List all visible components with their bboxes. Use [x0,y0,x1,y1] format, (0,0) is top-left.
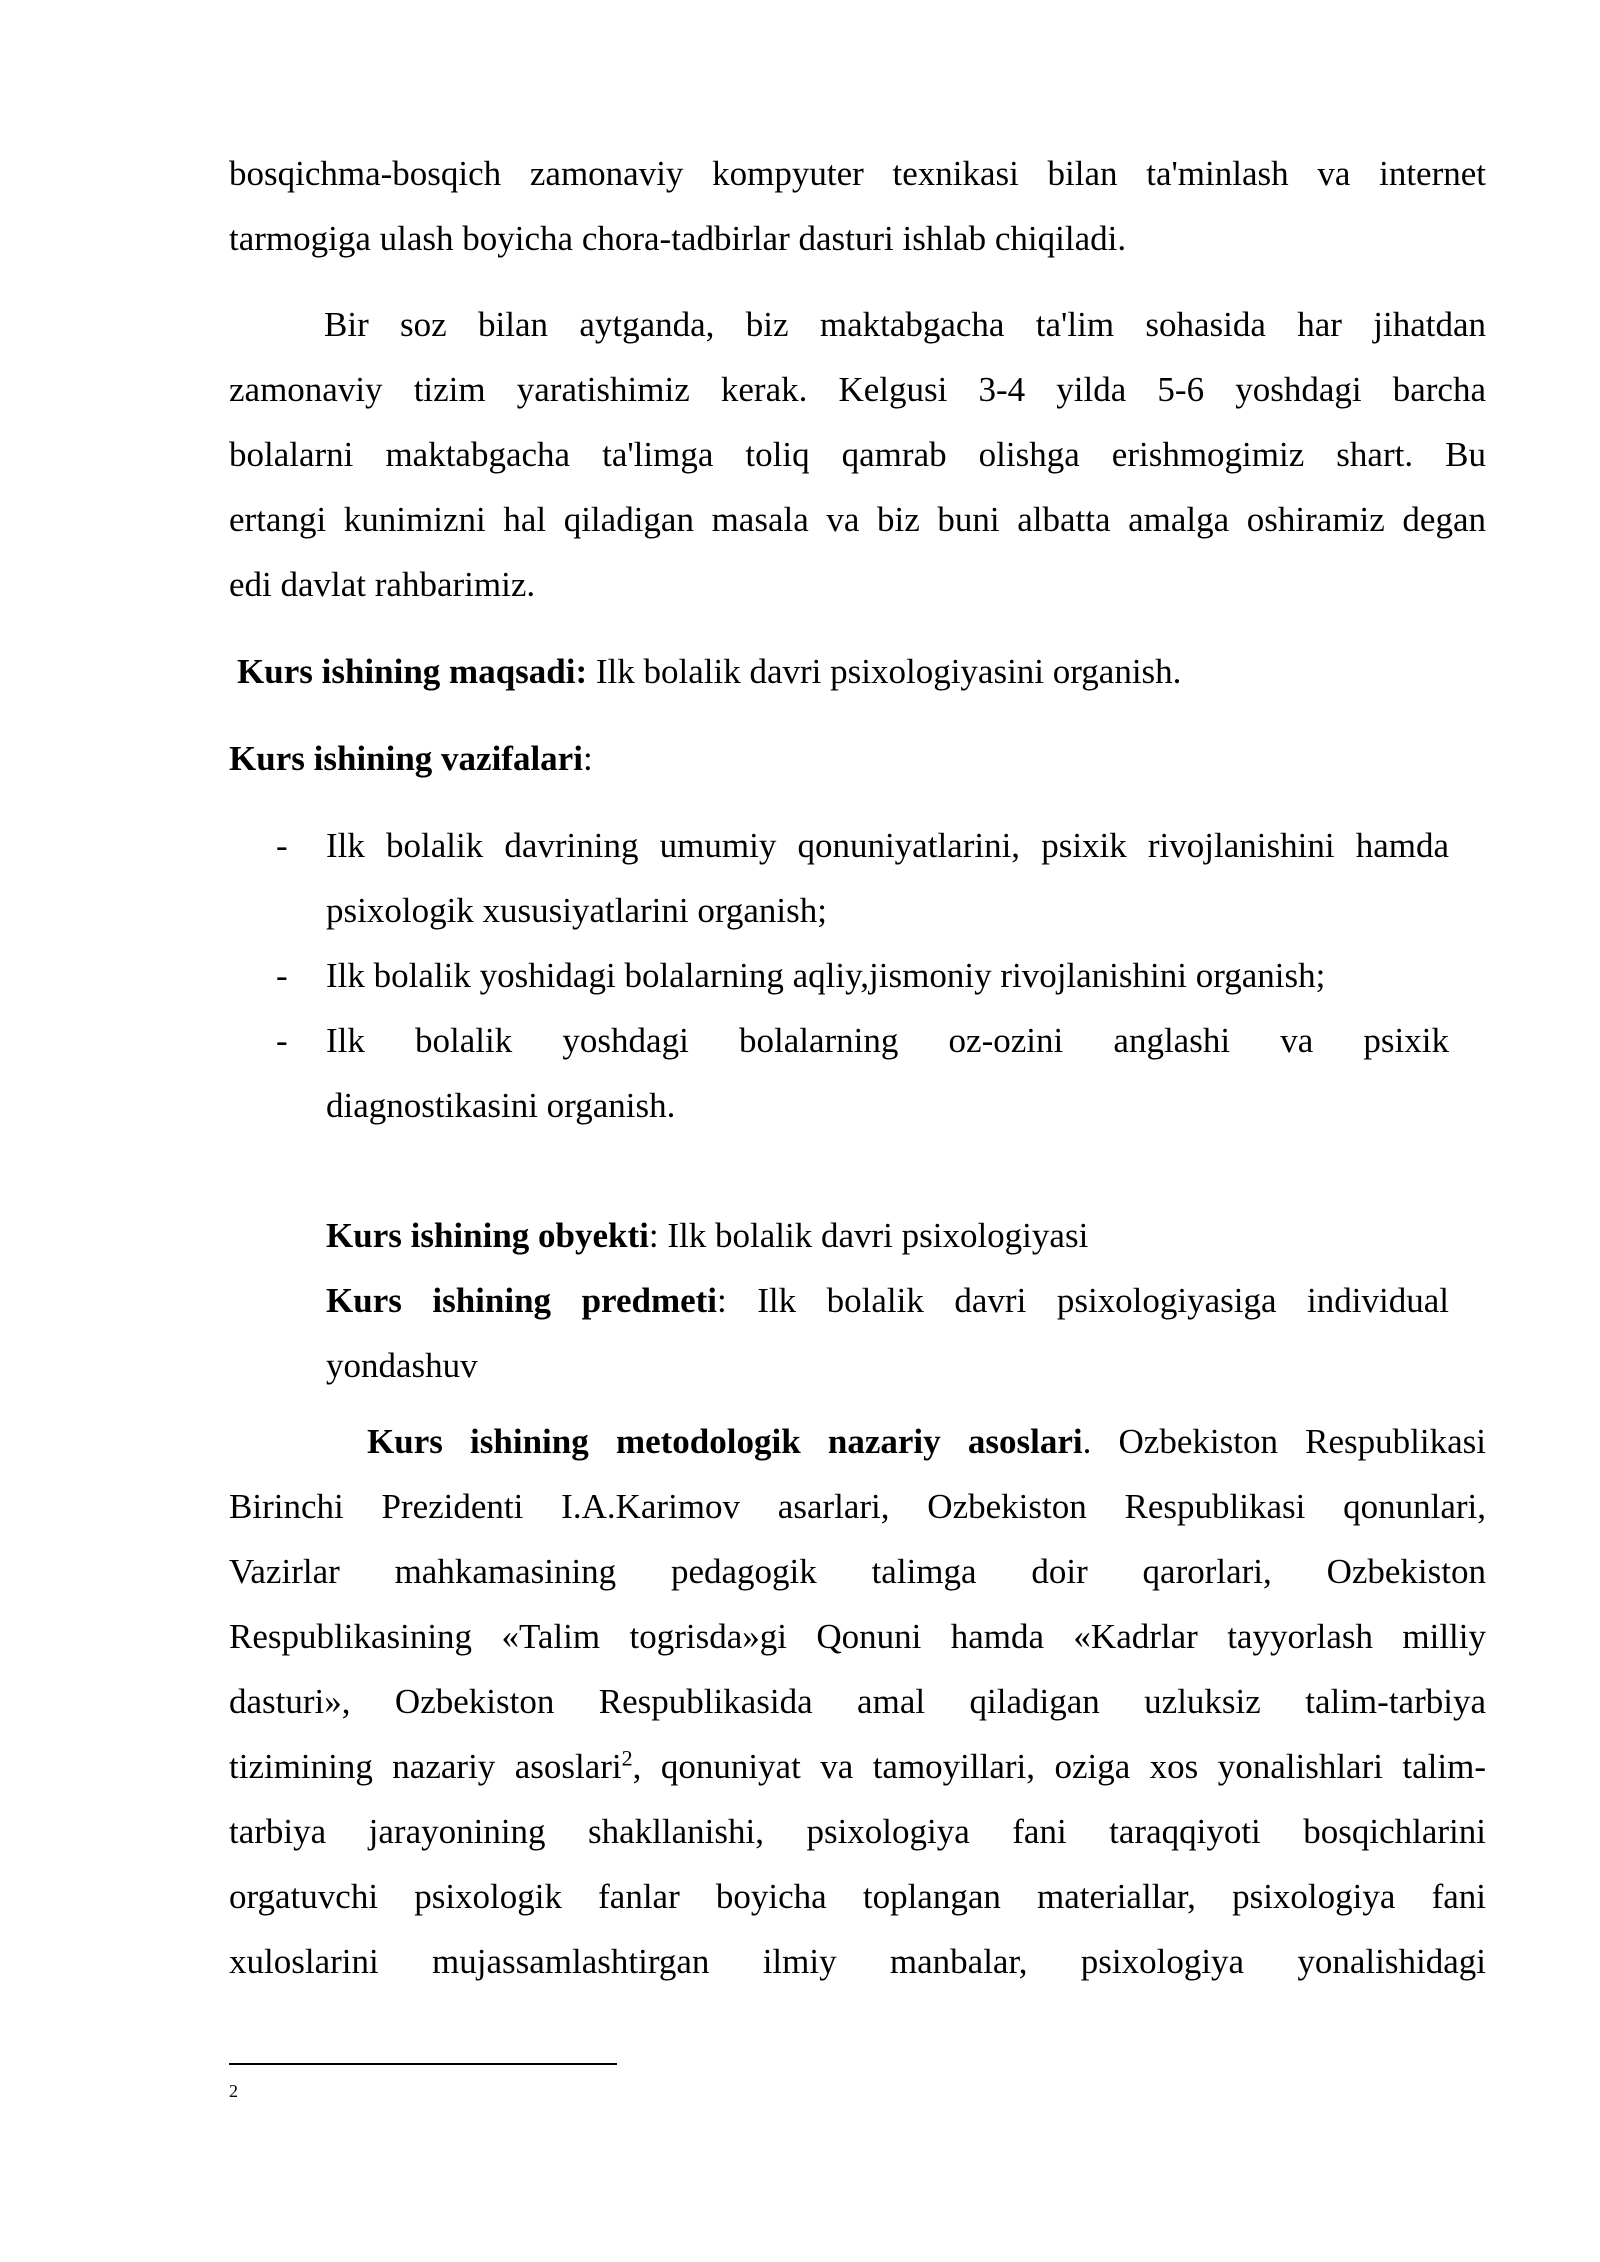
paragraph-2-line-3: bolalarni maktabgacha ta'limga toliq qamrab olishga erishmogimiz shart. Bu [229,435,1486,474]
method-line-8: orgatuvchi psixologik fanlar boyicha toplangan materiallar, psixologiya fani [229,1877,1486,1916]
method-line-2: Birinchi Prezidenti I.A.Karimov asarlari, Ozbekiston Respublikasi qonunlari, [229,1487,1486,1526]
task-3-line-1: Ilk bolalik yoshdagi bolalarning oz-ozini anglashi va psixik [326,1021,1449,1060]
goal-paragraph [237,639,1494,704]
dash-bullet: - [276,1021,288,1060]
method-line-7: tarbiya jarayonining shakllanishi, psixologiya fani taraqqiyoti bosqichlarini [229,1812,1486,1851]
goal-text: Ilk bolalik davri psixologiyasini organish. [587,652,1182,691]
task-2-line-1: Ilk bolalik yoshidagi bolalarning aqliy,jismoniy rivojlanishini organish; [326,956,1326,995]
subject-paragraph [326,1268,1449,1398]
paragraph-1 [229,141,1486,271]
method-line-9: xuloslarini mujassamlashtirgan ilmiy manbalar, psixologiya yonalishidagi [229,1942,1486,1981]
goal-label: Kurs ishining maqsadi: [237,652,588,691]
method-label: Kurs ishining metodologik nazariy asoslari [367,1422,1083,1461]
paragraph-2-line-5: edi davlat rahbarimiz. [229,565,536,604]
paragraph-2-line-1: Bir soz bilan aytganda, biz maktabgacha ta'lim sohasida har jihatdan [324,305,1486,344]
list-item [229,943,1449,1008]
tasks-heading [229,726,1486,791]
paragraph-1-line-1: bosqichma-bosqich zamonaviy kompyuter texnikasi bilan ta'minlash va internet [229,154,1486,193]
object-paragraph [326,1203,1449,1268]
subject-line-2: yondashuv [326,1346,478,1385]
method-line-3: Vazirlar mahkamasining pedagogik talimga doir qarorlari, Ozbekiston [229,1552,1486,1591]
tasks-list [229,813,1449,1138]
task-1-line-2: psixologik xususiyatlarini organish; [326,891,828,930]
footnote-reference[interactable]: 2 [621,1745,633,1771]
dash-bullet: - [276,826,288,865]
task-1-line-1: Ilk bolalik davrining umumiy qonuniyatlarini, psixik rivojlanishini hamda [326,826,1449,865]
method-line-6a: tizimining nazariy asoslari [229,1747,622,1786]
object-label: Kurs ishining obyekti [326,1216,649,1255]
method-paragraph [229,1409,1486,1994]
method-line-4: Respublikasining «Talim togrisda»gi Qonuni hamda «Kadrlar tayyorlash milliy [229,1617,1486,1656]
object-text: : Ilk bolalik davri psixologiyasi [648,1216,1089,1255]
tasks-label: Kurs ishining vazifalari [229,739,583,778]
paragraph-2-line-4: ertangi kunimizni hal qiladigan masala va biz buni albatta amalga oshiramiz degan [229,500,1486,539]
list-item [229,1008,1449,1138]
footnote-number: 2 [229,2081,238,2101]
footnote-separator [229,2063,617,2065]
paragraph-2 [229,292,1486,617]
tasks-colon: : [582,739,593,778]
list-item [229,813,1449,943]
method-line-6b: , qonuniyat va tamoyillari, oziga xos yonalishlari talim- [632,1747,1486,1786]
paragraph-1-line-2: tarmogiga ulash boyicha chora-tadbirlar dasturi ishlab chiqiladi. [229,219,1127,258]
task-3-line-2: diagnostikasini organish. [326,1086,676,1125]
dash-bullet: - [276,956,288,995]
subject-label: Kurs ishining predmeti [326,1281,718,1320]
paragraph-2-line-2: zamonaviy tizim yaratishimiz kerak. Kelgusi 3-4 yilda 5-6 yoshdagi barcha [229,370,1486,409]
method-line-5: dasturi», Ozbekiston Respublikasida amal qiladigan uzluksiz talim-tarbiya [229,1682,1486,1721]
method-line-1: . Ozbekiston Respublikasi [1082,1422,1486,1461]
subject-line-1: : Ilk bolalik davri psixologiyasiga individual [717,1281,1449,1320]
